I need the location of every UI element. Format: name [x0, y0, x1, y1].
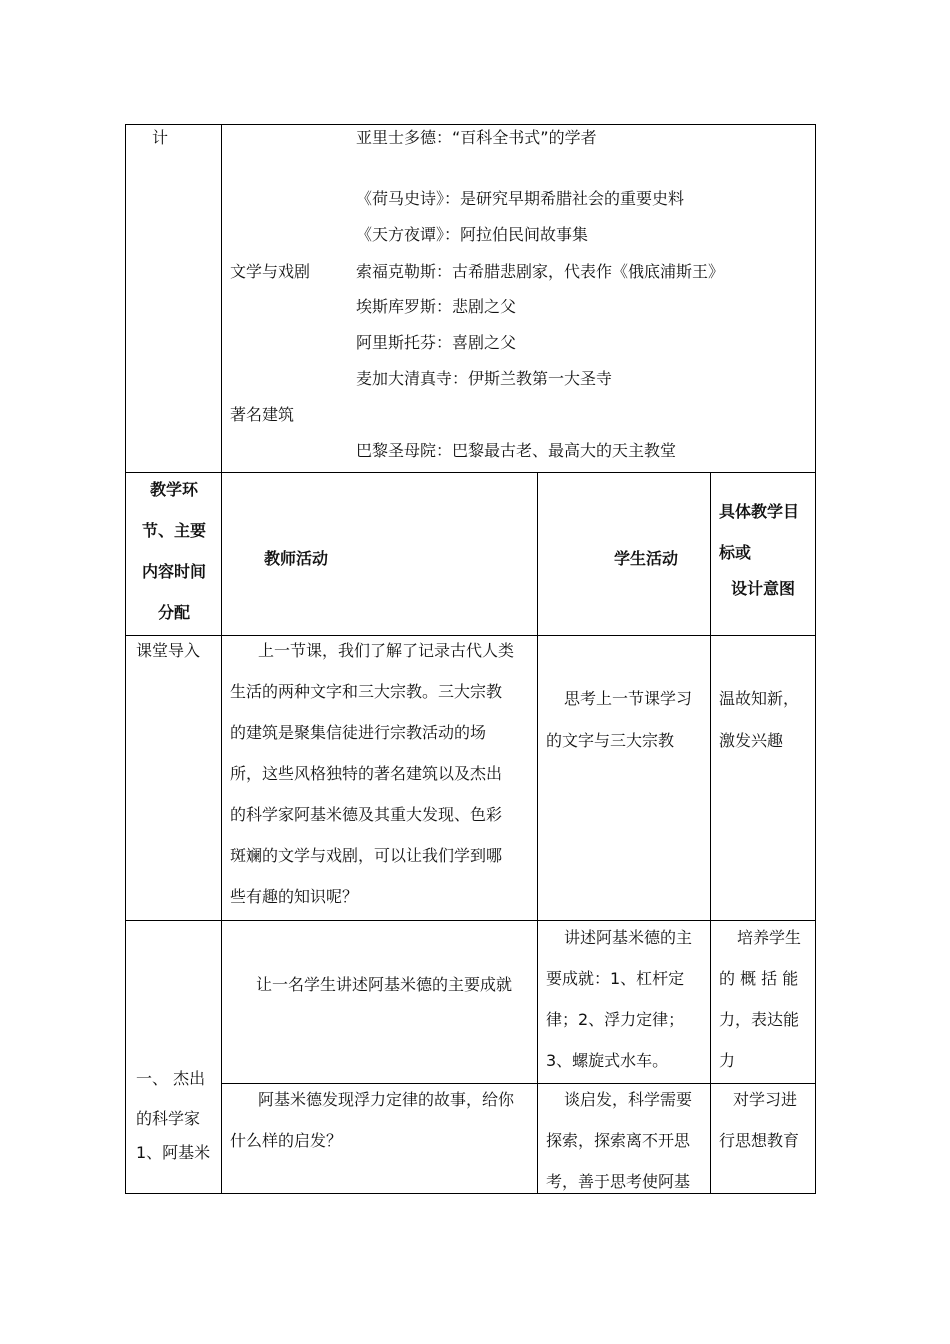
arabian-nights-line: 《天方夜谭》：阿拉伯民间故事集: [356, 225, 589, 244]
student-a-line: 律；2、浮力定律；: [546, 1010, 685, 1029]
header-goal-line2: 标或: [719, 543, 752, 562]
col-divider-1: [221, 124, 222, 1194]
header-col1-line1: 教学环: [150, 480, 199, 499]
literature-drama-label: 文学与戏剧: [230, 262, 311, 281]
section-scientist-line3: 1、阿基米: [136, 1143, 211, 1162]
aristotle-line: 亚里士多德：“百科全书式”的学者: [356, 128, 597, 147]
goal-a-line: 的 概 括 能: [719, 969, 799, 988]
header-col1-line3: 内容时间: [142, 562, 207, 581]
aristophanes-line: 阿里斯托芬：喜剧之父: [356, 333, 517, 352]
intro-teacher-line: 生活的两种文字和三大宗教。三大宗教: [230, 682, 503, 701]
homer-line: 《荷马史诗》：是研究早期希腊社会的重要史料: [356, 189, 685, 208]
intro-teacher-line: 斑斓的文学与戏剧，可以让我们学到哪: [230, 846, 503, 865]
student-a-line: 要成就：1、杠杆定: [546, 969, 685, 988]
section-scientist-line2: 的科学家: [136, 1109, 201, 1128]
intro-goal-line1: 温故知新，: [719, 689, 800, 708]
student-b-line: 探索，探索离不开思: [546, 1131, 691, 1150]
intro-teacher-text: [230, 630, 530, 917]
notre-dame-line: 巴黎圣母院：巴黎最古老、最高大的天主教堂: [356, 441, 677, 460]
header-goal-line1: 具体教学目: [719, 502, 800, 521]
intro-teacher-line: 所，这些风格独特的著名建筑以及杰出: [230, 764, 503, 783]
table-bottom-border: [125, 1193, 816, 1194]
intro-student-line2: 的文字与三大宗教: [546, 731, 675, 750]
goal-a-line: 培养学生: [737, 928, 802, 947]
sophocles-line: 索福克勒斯：古希腊悲剧家，代表作《俄底浦斯王》: [356, 262, 725, 281]
header-student-activity: 学生活动: [614, 549, 679, 568]
header-teacher-activity: 教师活动: [264, 549, 329, 568]
intro-teacher-line: 些有趣的知识呢？: [230, 887, 359, 906]
archimedes-teacher-b: [230, 1079, 530, 1161]
archimedes-goal-b: [719, 1079, 811, 1161]
teacher-b-line: 阿基米德发现浮力定律的故事，给你: [258, 1090, 515, 1109]
student-b-line: 考，善于思考使阿基: [546, 1172, 691, 1191]
design-label: 计: [152, 128, 169, 147]
aeschylus-line: 埃斯库罗斯：悲剧之父: [356, 297, 517, 316]
archimedes-teacher-a: 让一名学生讲述阿基米德的主要成就: [256, 975, 513, 994]
architecture-label: 著名建筑: [230, 405, 295, 424]
archimedes-student-b: [546, 1079, 706, 1202]
header-col1-line4: 分配: [158, 603, 191, 622]
section-scientist-line1: 一、 杰出: [136, 1069, 206, 1088]
intro-teacher-line: 上一节课，我们了解了记录古代人类: [258, 641, 515, 660]
mecca-line: 麦加大清真寺：伊斯兰教第一大圣寺: [356, 369, 613, 388]
table-right-border: [815, 124, 816, 1194]
archimedes-student-a: [546, 917, 706, 1081]
col-divider-3: [710, 472, 711, 1194]
intro-teacher-line: 的科学家阿基米德及其重大发现、色彩: [230, 805, 503, 824]
goal-b-line: 对学习进: [733, 1090, 798, 1109]
teacher-b-line: 什么样的启发？: [230, 1131, 343, 1150]
goal-b-line: 行思想教育: [719, 1131, 800, 1150]
section-intro: 课堂导入: [136, 641, 201, 660]
student-a-line: 讲述阿基米德的主: [564, 928, 693, 947]
goal-a-line: 力，表达能: [719, 1010, 800, 1029]
intro-student-line1: 思考上一节课学习: [564, 689, 693, 708]
goal-a-line: 力: [719, 1051, 736, 1070]
header-goal-line3: 设计意图: [731, 579, 796, 598]
intro-teacher-line: 的建筑是聚集信徒进行宗教活动的场: [230, 723, 487, 742]
intro-goal-line2: 激发兴趣: [719, 731, 784, 750]
table-left-border: [125, 124, 126, 1194]
col-divider-2: [537, 472, 538, 1194]
row-divider-header: [125, 472, 816, 473]
header-col1-line2: 节、主要: [142, 521, 207, 540]
student-a-line: 3、螺旋式水车。: [546, 1051, 669, 1070]
archimedes-goal-a: [719, 917, 811, 1081]
row-divider-archimedes: [125, 920, 816, 921]
table-top-border: [125, 124, 816, 125]
student-b-line: 谈启发，科学需要: [564, 1090, 693, 1109]
